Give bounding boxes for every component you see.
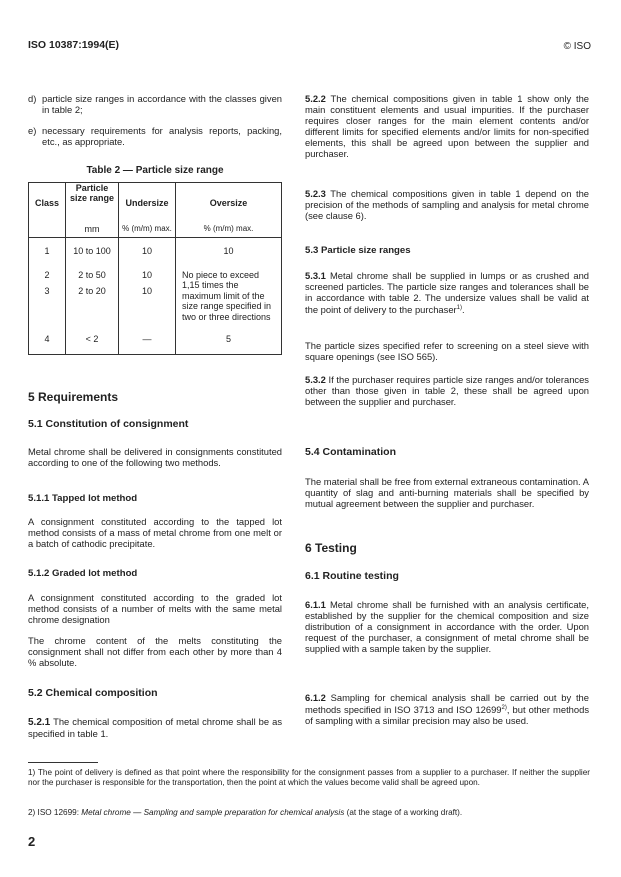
para-5-1-2b: The chrome content of the melts constituting the consignment shall not differ from each other by more than 4 % absolute.	[28, 635, 282, 668]
list-item-e: e) necessary requirements for analysis reports, packing, etc., as appropriate.	[28, 125, 282, 147]
para-5-3-1: 5.3.1 Metal chrome shall be supplied in lumps or as crushed and screened particles. The particle size ranges and tolerances shall be in accordance with table 2. The undersize values shall be valid at the point of delivery to the purchaser$^{1)}$.	[305, 270, 589, 316]
para-5-3-2: 5.3.2 If the purchaser requires particle size ranges and/or tolerances other than those given in table 2, these shall be agreed upon between the supplier and purchaser.	[305, 374, 589, 407]
heading-5-1-2: 5.1.2 Graded lot method	[28, 568, 138, 579]
para-5-3-1b: The particle sizes specified refer to screening on a steel sieve with square openings (see ISO 565).	[305, 340, 589, 362]
heading-6: 6 Testing	[305, 541, 357, 555]
heading-5: 5 Requirements	[28, 390, 119, 404]
doc-id: ISO 10387:1994(E)	[28, 39, 120, 51]
para-5-1-1: A consignment constituted according to the tapped lot method consists of a mass of metal chrome from one melt or a batch of cathodic precipitate.	[28, 516, 282, 549]
table-row: 1 10 to 100 10 10	[29, 238, 282, 262]
list-item-d: d) particle size ranges in accordance with the classes given in table 2;	[28, 93, 282, 115]
para-5-2-1: 5.2.1 The chemical composition of metal chrome shall be as specified in table 1.	[28, 716, 283, 739]
copyright: © ISO	[563, 41, 591, 52]
heading-5-4: 5.4 Contamination	[305, 446, 397, 458]
para-5-2-2: 5.2.2 The chemical compositions given in table 1 show only the main constituent elements and usual impurities. If the purchaser requires closer ranges for the main element contents and/or different limits for specified elements and/or limits for non-specified elements, this shall be agreed upon between the supplier and purchaser.	[305, 93, 589, 159]
footnote-2: 2) ISO 12699: Metal chrome — Sampling and sample preparation for chemical analysis (at the stage of a working draft).	[28, 808, 463, 817]
footnote-divider	[28, 762, 98, 763]
page-number: 2	[28, 834, 36, 849]
table-row: 4 < 2 — 5	[29, 333, 282, 354]
para-6-1-1: 6.1.1 Metal chrome shall be furnished with an analysis certificate, established by the supplier for the chemical composition and size distribution of a consignment in accordance with the order. Upon request of the purchaser, a consignment of metal chrome shall be supplied with a sample taken by the supplier.	[305, 599, 589, 654]
table-row: 3 2 to 20 10	[29, 285, 282, 333]
heading-5-1: 5.1 Constitution of consignment	[28, 418, 189, 430]
heading-5-2: 5.2 Chemical composition	[28, 687, 158, 699]
para-6-1-2: 6.1.2 Sampling for chemical analysis shall be carried out by the methods specified in ISO 3713 and ISO 12699$^{2)}$, but other methods of sampling with a similar precision may also be used.	[305, 692, 590, 727]
heading-6-1: 6.1 Routine testing	[305, 570, 399, 582]
para-5-1-2a: A consignment constituted according to the graded lot method consists of a number of melts with the same metal chrome designation	[28, 592, 282, 625]
heading-5-3: 5.3 Particle size ranges	[305, 245, 411, 256]
table-row: 2 2 to 50 10 No piece to exceed 1,15 times the maximum limit of the size range specified in two or three directions	[29, 262, 282, 285]
particle-size-table: Class Particle size range Undersize Oversize mm % (m/m) max. % (m/m) max. 1 10 to 100 10 10 2 2 to 50 10 No piece to exceed 1,15 times the maximum limit of the size range specified in two or three directions 3 2 to 20 10 4 < 2 — 5	[28, 182, 282, 355]
para-5-1: Metal chrome shall be delivered in consignments constituted according to one of the following two methods.	[28, 446, 282, 468]
heading-5-1-1: 5.1.1 Tapped lot method	[28, 493, 138, 504]
para-5-4: The material shall be free from external extraneous contamination. A quantity of slag and anti-burning materials shall be specified by mutual agreement between the supplier and purchaser.	[305, 476, 590, 509]
table-title: Table 2 — Particle size range	[86, 165, 224, 176]
footnote-1: 1) The point of delivery is defined as that point where the responsibility for the consignment passes from a supplier to a purchaser. If neither the supplier nor the purchaser is responsible for the transportation, then the point at which the values become valid shall be agreed upon.	[28, 768, 590, 787]
para-5-2-3: 5.2.3 The chemical compositions given in table 1 depend on the precision of the methods of sampling and analysis for metal chrome (see clause 6).	[305, 188, 590, 221]
